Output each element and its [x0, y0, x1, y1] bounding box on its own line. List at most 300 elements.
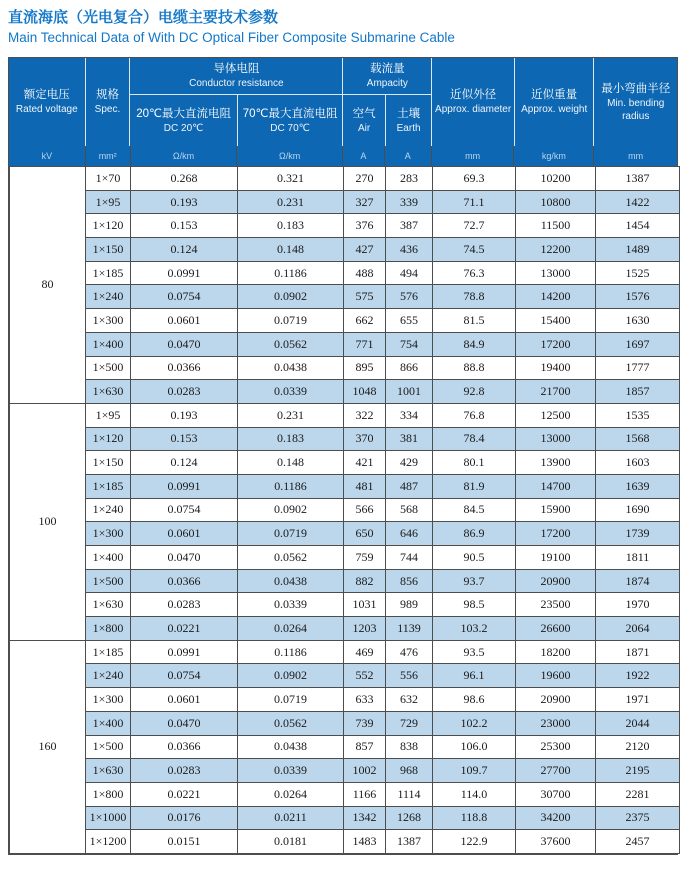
- value-cell: 0.0181: [238, 830, 344, 854]
- value-cell: 646: [386, 522, 433, 546]
- value-cell: 0.183: [238, 214, 344, 238]
- value-cell: 18200: [516, 640, 596, 664]
- value-cell: 0.0719: [238, 309, 344, 333]
- header-air-zh: 空气: [352, 107, 376, 120]
- value-cell: 98.6: [433, 688, 516, 712]
- value-cell: 71.1: [433, 190, 516, 214]
- spec-cell: 1×240: [86, 498, 131, 522]
- value-cell: 76.3: [433, 261, 516, 285]
- value-cell: 0.0366: [131, 356, 238, 380]
- value-cell: 882: [344, 569, 386, 593]
- value-cell: 0.0470: [131, 711, 238, 735]
- spec-cell: 1×185: [86, 640, 131, 664]
- value-cell: 21700: [516, 380, 596, 404]
- unit-rated-voltage: kV: [41, 151, 53, 161]
- value-cell: 1048: [344, 380, 386, 404]
- value-cell: 1525: [596, 261, 680, 285]
- spec-cell: 1×800: [86, 617, 131, 641]
- header-rated-voltage-zh: 额定电压: [23, 89, 70, 101]
- value-cell: 0.193: [131, 403, 238, 427]
- spec-cell: 1×240: [86, 664, 131, 688]
- value-cell: 771: [344, 332, 386, 356]
- value-cell: 106.0: [433, 735, 516, 759]
- table-row: [10, 759, 680, 783]
- value-cell: 370: [344, 427, 386, 451]
- value-cell: 0.0366: [131, 569, 238, 593]
- spec-cell: 1×500: [86, 735, 131, 759]
- header-conductor-resistance-en: Conductor resistance: [189, 78, 284, 89]
- value-cell: 76.8: [433, 403, 516, 427]
- header-dc20-zh: 20℃最大直流电阻: [136, 107, 231, 120]
- value-cell: 0.193: [131, 190, 238, 214]
- table-row: [10, 688, 680, 712]
- header-ampacity-en: Ampacity: [366, 78, 408, 89]
- value-cell: 421: [344, 451, 386, 475]
- spec-cell: 1×95: [86, 403, 131, 427]
- value-cell: 96.1: [433, 664, 516, 688]
- spec-cell: 1×1000: [86, 806, 131, 830]
- table-row: [10, 214, 680, 238]
- spec-cell: 1×400: [86, 546, 131, 570]
- value-cell: 1568: [596, 427, 680, 451]
- voltage-group-cell: 100: [10, 403, 86, 640]
- value-cell: 0.0470: [131, 332, 238, 356]
- table-row: [10, 593, 680, 617]
- header-conductor-resistance-zh: 导体电阻: [213, 63, 260, 75]
- value-cell: 0.0902: [238, 498, 344, 522]
- value-cell: 0.0438: [238, 735, 344, 759]
- table-row: [10, 569, 680, 593]
- value-cell: 0.0221: [131, 782, 238, 806]
- table-row: [10, 522, 680, 546]
- value-cell: 0.0339: [238, 380, 344, 404]
- spec-cell: 1×500: [86, 356, 131, 380]
- value-cell: 1697: [596, 332, 680, 356]
- value-cell: 1454: [596, 214, 680, 238]
- header-conductor-resistance: [130, 58, 342, 95]
- value-cell: 744: [386, 546, 433, 570]
- header-dc70-en: DC 70℃: [270, 122, 310, 134]
- value-cell: 0.0991: [131, 640, 238, 664]
- value-cell: 1857: [596, 380, 680, 404]
- header-dc70-zh: 70℃最大直流电阻: [242, 107, 338, 120]
- value-cell: 1630: [596, 309, 680, 333]
- value-cell: 19400: [516, 356, 596, 380]
- value-cell: 650: [344, 522, 386, 546]
- value-cell: 1139: [386, 617, 433, 641]
- value-cell: 322: [344, 403, 386, 427]
- value-cell: 0.0151: [131, 830, 238, 854]
- value-cell: 327: [344, 190, 386, 214]
- value-cell: 729: [386, 711, 433, 735]
- value-cell: 34200: [516, 806, 596, 830]
- spec-cell: 1×300: [86, 309, 131, 333]
- value-cell: 14200: [516, 285, 596, 309]
- table-row: [10, 356, 680, 380]
- header-spec: [85, 58, 130, 146]
- value-cell: 0.0366: [131, 735, 238, 759]
- value-cell: 0.124: [131, 451, 238, 475]
- header-bending: [593, 58, 677, 146]
- value-cell: 0.0754: [131, 498, 238, 522]
- table-row: [10, 427, 680, 451]
- value-cell: 1874: [596, 569, 680, 593]
- value-cell: 1739: [596, 522, 680, 546]
- value-cell: 12500: [516, 403, 596, 427]
- spec-cell: 1×630: [86, 759, 131, 783]
- value-cell: 1970: [596, 593, 680, 617]
- value-cell: 0.153: [131, 427, 238, 451]
- value-cell: 74.5: [433, 238, 516, 262]
- header-ampacity-group: [342, 58, 431, 146]
- value-cell: 270: [344, 167, 386, 191]
- value-cell: 1603: [596, 451, 680, 475]
- value-cell: 0.231: [238, 190, 344, 214]
- value-cell: 93.7: [433, 569, 516, 593]
- table-row: [10, 190, 680, 214]
- page-title-en: Main Technical Data of With DC Optical Fiber Composite Submarine Cable: [8, 30, 455, 45]
- value-cell: 19100: [516, 546, 596, 570]
- value-cell: 655: [386, 309, 433, 333]
- table-row: [10, 664, 680, 688]
- value-cell: 576: [386, 285, 433, 309]
- value-cell: 1576: [596, 285, 680, 309]
- header-bending-en: Min. bending radius: [607, 97, 665, 122]
- value-cell: 487: [386, 474, 433, 498]
- value-cell: 1342: [344, 806, 386, 830]
- spec-cell: 1×1200: [86, 830, 131, 854]
- unit-dc70: Ω/km: [236, 146, 342, 166]
- unit-diameter: mm: [431, 146, 514, 166]
- value-cell: 17200: [516, 332, 596, 356]
- value-cell: 376: [344, 214, 386, 238]
- header-weight-en: Approx. weight: [521, 104, 588, 115]
- value-cell: 0.0754: [131, 664, 238, 688]
- value-cell: 0.0283: [131, 759, 238, 783]
- table-body: [10, 167, 680, 854]
- value-cell: 0.0902: [238, 285, 344, 309]
- value-cell: 23000: [516, 711, 596, 735]
- table-row: [10, 735, 680, 759]
- value-cell: 1387: [596, 167, 680, 191]
- value-cell: 2375: [596, 806, 680, 830]
- table-row: [10, 167, 680, 191]
- spec-cell: 1×70: [86, 167, 131, 191]
- header-ampacity-zh: 载流量: [370, 63, 405, 75]
- value-cell: 387: [386, 214, 433, 238]
- unit-weight: kg/km: [513, 146, 593, 166]
- value-cell: 122.9: [433, 830, 516, 854]
- header-diameter: [431, 58, 514, 146]
- value-cell: 0.0264: [238, 617, 344, 641]
- data-table: [8, 57, 678, 855]
- value-cell: 481: [344, 474, 386, 498]
- value-cell: 895: [344, 356, 386, 380]
- value-cell: 856: [386, 569, 433, 593]
- value-cell: 2120: [596, 735, 680, 759]
- value-cell: 339: [386, 190, 433, 214]
- voltage-group-cell: 160: [10, 640, 86, 853]
- value-cell: 633: [344, 688, 386, 712]
- value-cell: 81.5: [433, 309, 516, 333]
- value-cell: 838: [386, 735, 433, 759]
- value-cell: 283: [386, 167, 433, 191]
- value-cell: 575: [344, 285, 386, 309]
- value-cell: 1777: [596, 356, 680, 380]
- header-air: [343, 95, 385, 146]
- spec-cell: 1×240: [86, 285, 131, 309]
- value-cell: 1422: [596, 190, 680, 214]
- value-cell: 2064: [596, 617, 680, 641]
- header-bending-zh: 最小弯曲半径: [601, 82, 671, 95]
- value-cell: 19600: [516, 664, 596, 688]
- value-cell: 1535: [596, 403, 680, 427]
- value-cell: 0.0902: [238, 664, 344, 688]
- value-cell: 0.268: [131, 167, 238, 191]
- value-cell: 0.0470: [131, 546, 238, 570]
- value-cell: 118.8: [433, 806, 516, 830]
- value-cell: 552: [344, 664, 386, 688]
- header-ampacity: [343, 58, 431, 95]
- value-cell: 1489: [596, 238, 680, 262]
- table-row: [10, 309, 680, 333]
- units-row: [9, 146, 677, 166]
- value-cell: 0.0264: [238, 782, 344, 806]
- value-cell: 0.1186: [238, 261, 344, 285]
- value-cell: 1483: [344, 830, 386, 854]
- value-cell: 0.0283: [131, 593, 238, 617]
- value-cell: 20900: [516, 688, 596, 712]
- value-cell: 84.9: [433, 332, 516, 356]
- value-cell: 334: [386, 403, 433, 427]
- value-cell: 2281: [596, 782, 680, 806]
- value-cell: 23500: [516, 593, 596, 617]
- value-cell: 469: [344, 640, 386, 664]
- value-cell: 0.0339: [238, 759, 344, 783]
- value-cell: 2195: [596, 759, 680, 783]
- page-title-zh: 直流海底（光电复合）电缆主要技术参数: [8, 9, 279, 26]
- value-cell: 0.0211: [238, 806, 344, 830]
- value-cell: 69.3: [433, 167, 516, 191]
- value-cell: 0.0991: [131, 261, 238, 285]
- spec-cell: 1×120: [86, 214, 131, 238]
- value-cell: 92.8: [433, 380, 516, 404]
- value-cell: 13000: [516, 261, 596, 285]
- table-row: [10, 830, 680, 854]
- value-cell: 1001: [386, 380, 433, 404]
- unit-spec: mm²: [85, 146, 130, 166]
- value-cell: 566: [344, 498, 386, 522]
- value-cell: 30700: [516, 782, 596, 806]
- value-cell: 90.5: [433, 546, 516, 570]
- table-row: [10, 238, 680, 262]
- value-cell: 13900: [516, 451, 596, 475]
- value-cell: 78.4: [433, 427, 516, 451]
- table-row: [10, 403, 680, 427]
- value-cell: 0.124: [131, 238, 238, 262]
- table-row: [10, 261, 680, 285]
- value-cell: 72.7: [433, 214, 516, 238]
- value-cell: 0.0339: [238, 593, 344, 617]
- value-cell: 0.0176: [131, 806, 238, 830]
- value-cell: 98.5: [433, 593, 516, 617]
- table-row: [10, 451, 680, 475]
- value-cell: 17200: [516, 522, 596, 546]
- value-cell: 0.0754: [131, 285, 238, 309]
- header-rated-voltage: [9, 58, 85, 146]
- unit-air: A: [342, 146, 384, 166]
- value-cell: 1690: [596, 498, 680, 522]
- value-cell: 989: [386, 593, 433, 617]
- spec-cell: 1×630: [86, 380, 131, 404]
- header-conductor-resistance-subs: [130, 95, 342, 146]
- value-cell: 93.5: [433, 640, 516, 664]
- table-row: [10, 782, 680, 806]
- value-cell: 78.8: [433, 285, 516, 309]
- header-spec-en: Spec.: [94, 104, 121, 115]
- spec-cell: 1×630: [86, 593, 131, 617]
- value-cell: 662: [344, 309, 386, 333]
- value-cell: 0.0601: [131, 688, 238, 712]
- table-grid: [9, 166, 680, 854]
- header-weight: [514, 58, 594, 146]
- value-cell: 568: [386, 498, 433, 522]
- spec-cell: 1×150: [86, 451, 131, 475]
- value-cell: 109.7: [433, 759, 516, 783]
- value-cell: 0.0719: [238, 522, 344, 546]
- value-cell: 0.1186: [238, 640, 344, 664]
- value-cell: 1002: [344, 759, 386, 783]
- table-row: [10, 806, 680, 830]
- spec-cell: 1×300: [86, 522, 131, 546]
- value-cell: 2457: [596, 830, 680, 854]
- value-cell: 0.0221: [131, 617, 238, 641]
- header-ampacity-subs: [343, 95, 431, 146]
- value-cell: 1268: [386, 806, 433, 830]
- value-cell: 866: [386, 356, 433, 380]
- header-conductor-resistance-group: [129, 58, 342, 146]
- value-cell: 13000: [516, 427, 596, 451]
- value-cell: 754: [386, 332, 433, 356]
- table-row: [10, 498, 680, 522]
- value-cell: 84.5: [433, 498, 516, 522]
- value-cell: 632: [386, 688, 433, 712]
- spec-cell: 1×400: [86, 332, 131, 356]
- header-weight-zh: 近似重量: [531, 89, 578, 101]
- value-cell: 11500: [516, 214, 596, 238]
- value-cell: 1031: [344, 593, 386, 617]
- spec-cell: 1×400: [86, 711, 131, 735]
- value-cell: 857: [344, 735, 386, 759]
- value-cell: 1114: [386, 782, 433, 806]
- value-cell: 429: [386, 451, 433, 475]
- value-cell: 494: [386, 261, 433, 285]
- voltage-group-cell: 80: [10, 167, 86, 404]
- value-cell: 15900: [516, 498, 596, 522]
- value-cell: 1811: [596, 546, 680, 570]
- table-row: [10, 640, 680, 664]
- value-cell: 1871: [596, 640, 680, 664]
- header-spec-zh: 规格: [95, 89, 119, 101]
- value-cell: 20900: [516, 569, 596, 593]
- table-header: [9, 58, 677, 166]
- spec-cell: 1×150: [86, 238, 131, 262]
- table-row: [10, 546, 680, 570]
- value-cell: 0.0601: [131, 309, 238, 333]
- value-cell: 114.0: [433, 782, 516, 806]
- value-cell: 12200: [516, 238, 596, 262]
- unit-dc20: Ω/km: [130, 146, 237, 166]
- table-row: [10, 617, 680, 641]
- spec-cell: 1×185: [86, 261, 131, 285]
- spec-cell: 1×185: [86, 474, 131, 498]
- table-row: [10, 711, 680, 735]
- value-cell: 0.148: [238, 238, 344, 262]
- value-cell: 0.0562: [238, 546, 344, 570]
- value-cell: 0.0562: [238, 711, 344, 735]
- value-cell: 968: [386, 759, 433, 783]
- spec-cell: 1×500: [86, 569, 131, 593]
- value-cell: 10800: [516, 190, 596, 214]
- value-cell: 0.0438: [238, 569, 344, 593]
- value-cell: 26600: [516, 617, 596, 641]
- value-cell: 81.9: [433, 474, 516, 498]
- spec-cell: 1×300: [86, 688, 131, 712]
- value-cell: 25300: [516, 735, 596, 759]
- header-dc70: [237, 95, 343, 146]
- value-cell: 14700: [516, 474, 596, 498]
- unit-earth: A: [384, 146, 431, 166]
- header-earth: [385, 95, 431, 146]
- table-row: [10, 380, 680, 404]
- value-cell: 381: [386, 427, 433, 451]
- value-cell: 0.148: [238, 451, 344, 475]
- table-row: [10, 332, 680, 356]
- value-cell: 15400: [516, 309, 596, 333]
- value-cell: 436: [386, 238, 433, 262]
- value-cell: 0.0991: [131, 474, 238, 498]
- value-cell: 80.1: [433, 451, 516, 475]
- value-cell: 427: [344, 238, 386, 262]
- value-cell: 0.183: [238, 427, 344, 451]
- value-cell: 37600: [516, 830, 596, 854]
- value-cell: 88.8: [433, 356, 516, 380]
- value-cell: 10200: [516, 167, 596, 191]
- value-cell: 556: [386, 664, 433, 688]
- value-cell: 27700: [516, 759, 596, 783]
- value-cell: 476: [386, 640, 433, 664]
- value-cell: 0.0562: [238, 332, 344, 356]
- value-cell: 1387: [386, 830, 433, 854]
- value-cell: 1203: [344, 617, 386, 641]
- value-cell: 102.2: [433, 711, 516, 735]
- header-diameter-en: Approx. diameter: [435, 104, 512, 115]
- value-cell: 0.153: [131, 214, 238, 238]
- value-cell: 0.0283: [131, 380, 238, 404]
- header-dc20: [130, 95, 237, 146]
- table-row: [10, 474, 680, 498]
- value-cell: 0.231: [238, 403, 344, 427]
- value-cell: 0.1186: [238, 474, 344, 498]
- header-air-en: Air: [357, 122, 371, 134]
- value-cell: 86.9: [433, 522, 516, 546]
- value-cell: 739: [344, 711, 386, 735]
- spec-cell: 1×95: [86, 190, 131, 214]
- value-cell: 759: [344, 546, 386, 570]
- table-header-main: [9, 58, 677, 146]
- value-cell: 1639: [596, 474, 680, 498]
- value-cell: 0.0719: [238, 688, 344, 712]
